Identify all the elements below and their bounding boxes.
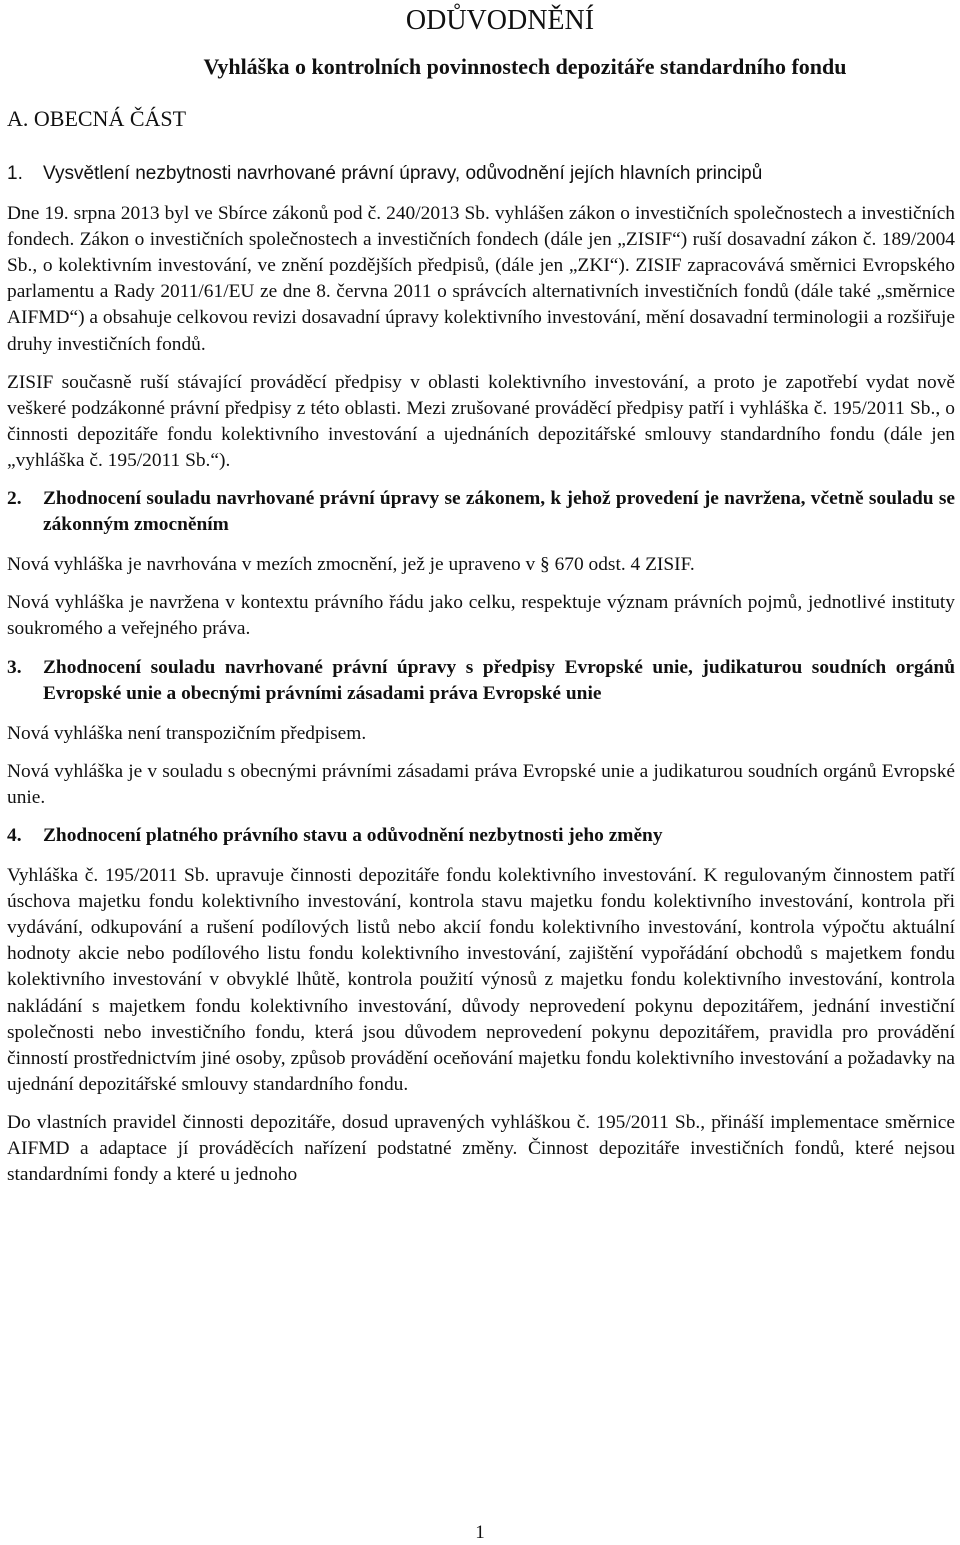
paragraph-7: Vyhláška č. 195/2011 Sb. upravuje činnosti depozitáře fondu kolektivního investování. K regulovaným činnostem patří úschova majetku fondu kolektivního investování, kontrola stavu majetku fondu kolektivního investování, kontrola při vydávání, odkupování a rušení podílových listů nebo akcií fondu kolektivního investování, kontrola výpočtu aktuální hodnoty akcie nebo podílového listu fondu kolektivního investování, zajištění vypořádání obchodů s majetkem fondu kolektivního investování v obvyklé lhůtě, kontrola použití výnosů z majetku fondu kolektivního investování, kontrola nakládání s majetkem fondu kolektivního investování, důvody neprovedení pokynu depozitářem, jednání investiční společnosti nebo investičního fondu, která jsou důvodem neprovedení pokynu depozitářem, pravidla pro provádění činností prostřednictvím jiné osoby, způsob provádění oceňování majetku fondu kolektivního investování a požadavky na ujednání depozitářské smlouvy standardního fondu.: [7, 865, 955, 1095]
heading-4: [7, 823, 955, 849]
heading-3: [7, 655, 955, 707]
heading-4-number: 4.: [7, 824, 22, 846]
section-a-heading: A. OBECNÁ ČÁST: [7, 106, 187, 131]
paragraph-4: Nová vyhláška je navržena v kontextu právního řádu jako celku, respektuje význam právních pojmů, jednotlivé instituty soukromého a veřejného práva.: [7, 592, 955, 640]
paragraph-8: Do vlastních pravidel činnosti depozitáře, dosud upravených vyhláškou č. 195/2011 Sb., přináší implementace směrnice AIFMD a adaptace jí prováděcích nařízení podstatné změny. Činnost depozitáře investičních fondů, které nejsou standardními fondy a které u jednoho: [7, 1111, 955, 1186]
paragraph-6: Nová vyhláška je v souladu s obecnými právními zásadami práva Evropské unie a judikaturou soudních orgánů Evropské unie.: [7, 760, 955, 808]
heading-1: [7, 161, 955, 187]
heading-3-text: Zhodnocení souladu navrhované právní úpravy s předpisy Evropské unie, judikaturou soudních orgánů Evropské unie a obecnými právními zásadami práva Evropské unie: [43, 656, 955, 704]
document-title: ODŮVODNĚNÍ: [405, 5, 595, 36]
document-body: [7, 161, 955, 1200]
paragraph-5: Nová vyhláška není transpozičním předpisem.: [7, 722, 367, 744]
paragraph-3: Nová vyhláška je navrhována v mezích zmocnění, jež je upraveno v § 670 odst. 4 ZISIF.: [7, 554, 695, 576]
heading-1-number: 1.: [7, 163, 23, 184]
heading-1-text: Vysvětlení nezbytnosti navrhované právní úpravy, odůvodnění jejích hlavních principů: [43, 163, 763, 184]
paragraph-1: Dne 19. srpna 2013 byl ve Sbírce zákonů pod č. 240/2013 Sb. vyhlášen zákon o investičních společnostech a investičních fondech. Zákon o investičních společnostech a investičních fondech (dále jen „ZISIF“) ruší dosavadní zákon č. 189/2004 Sb., o kolektivním investování, ve znění pozdějších předpisů, (dále jen „ZKI“). ZISIF zapracovává směrnici Evropského parlamentu a Rady 2011/61/EU ze dne 8. června 2011 o správcích alternativních investičních fondů (dále také „směrnice AIFMD“) a obsahuje celkovou revizi dosavadní úpravy kolektivního investování, mění dosavadní terminologii a rozšiřuje druhy investičních fondů.: [7, 203, 955, 355]
heading-3-number: 3.: [7, 656, 22, 678]
page-number: 1: [475, 1522, 485, 1543]
heading-2-text: Zhodnocení souladu navrhované právní úpravy se zákonem, k jehož provedení je navržena, včetně souladu se zákonným zmocněním: [43, 488, 955, 536]
paragraph-2: ZISIF současně ruší stávající prováděcí předpisy v oblasti kolektivního investování, a proto je zapotřebí vydat nově veškeré podzákonné právní předpisy z této oblasti. Mezi zrušované prováděcí předpisy patří i vyhláška č. 195/2011 Sb., o činnosti depozitáře fondu kolektivního investování a ujednáních depozitářské smlouvy standardního fondu (dále jen „vyhláška č. 195/2011 Sb.“).: [7, 371, 955, 471]
heading-2: [7, 486, 955, 538]
document-subtitle: Vyhláška o kontrolních povinnostech depozitáře standardního fondu: [203, 54, 847, 79]
heading-4-text: Zhodnocení platného právního stavu a odůvodnění nezbytnosti jeho změny: [43, 824, 663, 846]
heading-2-number: 2.: [7, 488, 22, 510]
